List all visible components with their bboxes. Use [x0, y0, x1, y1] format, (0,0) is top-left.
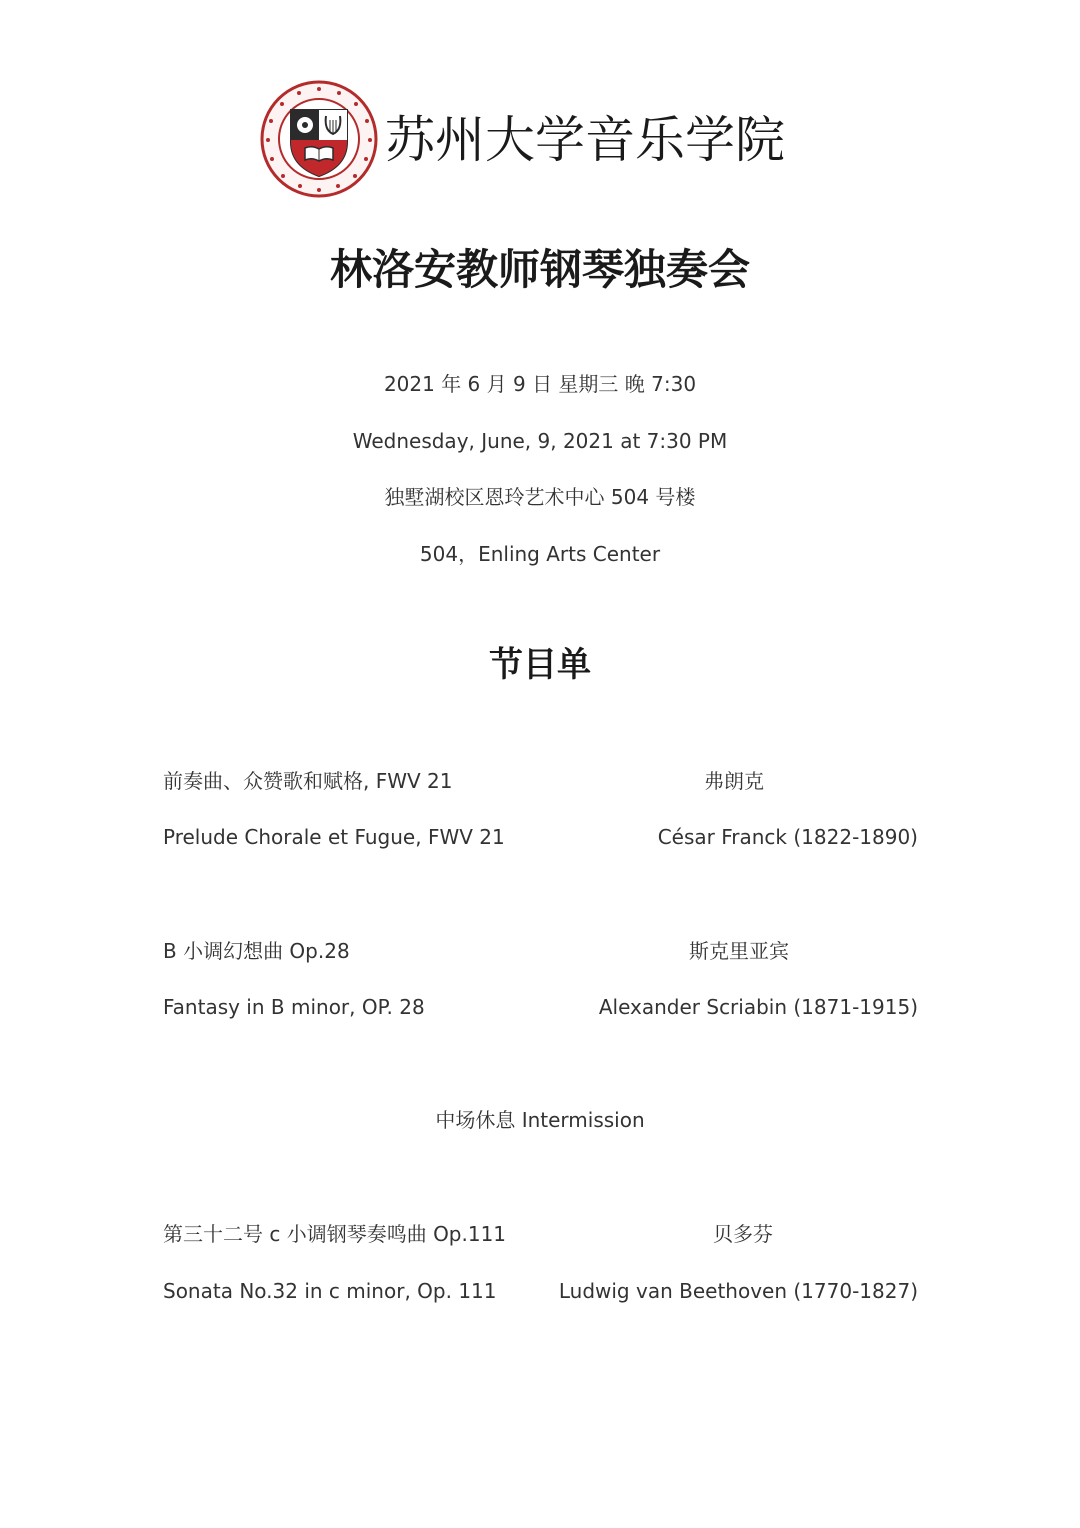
composer-name-cn: 贝多芬 — [713, 1222, 773, 1246]
piece-title-cn: B 小调幻想曲 Op.28 — [163, 939, 350, 963]
composer-name-en: César Franck (1822-1890) — [657, 825, 918, 849]
piece-title-en: Prelude Chorale et Fugue, FWV 21 — [163, 825, 505, 849]
header — [260, 80, 820, 200]
piece-title-en: Fantasy in B minor, OP. 28 — [163, 995, 425, 1019]
composer-name-en: Alexander Scriabin (1871-1915) — [598, 995, 918, 1019]
recital-title: 林洛安教师钢琴独奏会 — [329, 245, 750, 294]
intermission: 中场休息 Intermission — [435, 1108, 645, 1132]
date-english: Wednesday, June, 9, 2021 at 7:30 PM — [352, 429, 728, 453]
venue-english: 504，Enling Arts Center — [419, 542, 661, 566]
venue-chinese: 独墅湖校区恩玲艺术中心 504 号楼 — [384, 485, 696, 509]
composer-name-cn: 斯克里亚宾 — [689, 939, 789, 963]
program-heading: 节目单 — [489, 645, 591, 685]
piece-title-cn: 前奏曲、众赞歌和赋格, FWV 21 — [163, 769, 453, 793]
composer-name-cn: 弗朗克 — [704, 769, 764, 793]
date-chinese: 2021 年 6 月 9 日 星期三 晚 7:30 — [383, 372, 697, 396]
composer-name-en: Ludwig van Beethoven (1770-1827) — [558, 1279, 918, 1303]
school-name: 苏州大学音乐学院 — [385, 111, 785, 169]
piece-title-cn: 第三十二号 c 小调钢琴奏鸣曲 Op.111 — [163, 1222, 507, 1246]
university-seal-icon — [260, 80, 378, 198]
piece-title-en: Sonata No.32 in c minor, Op. 111 — [163, 1279, 497, 1303]
